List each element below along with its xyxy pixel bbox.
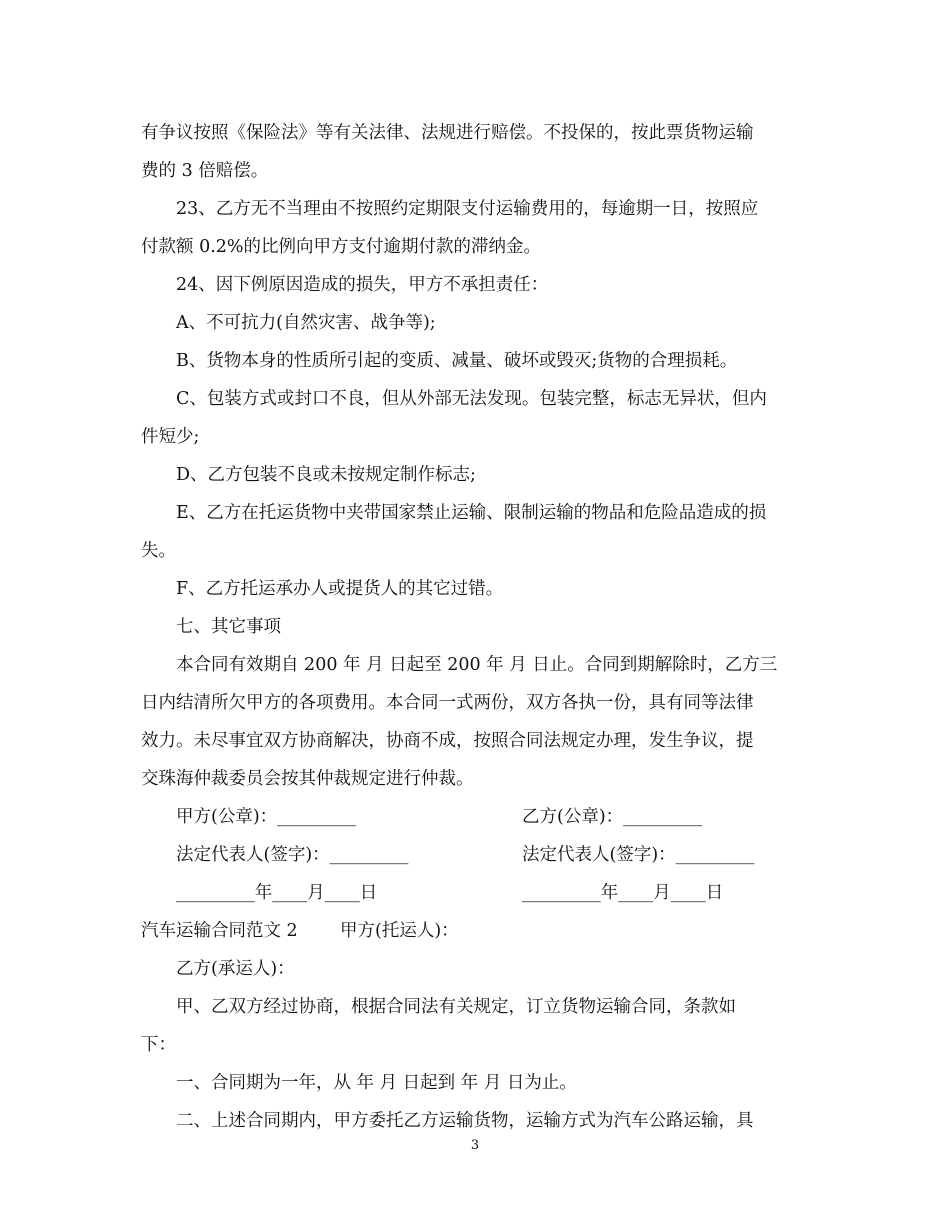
- body-line: 23、乙方无不当理由不按照约定期限支付运输费用的，每逾期一日，按照应: [176, 199, 759, 219]
- contract-title: 汽车运输合同范文 2: [141, 921, 298, 941]
- body-line: E、乙方在托运货物中夹带国家禁止运输、限制运输的物品和危险品造成的损: [176, 503, 767, 523]
- body-line: 效力。未尽事宜双方协商解决，协商不成，按照合同法规定办理，发生争议，提: [141, 731, 754, 751]
- body-line: C、包装方式或封口不良，但从外部无法发现。包装完整，标志无异状，但内: [176, 389, 767, 409]
- party-a-label: 甲方(托运人)：: [340, 921, 459, 941]
- party-b-seal-field: 乙方(公章)：_________: [522, 807, 702, 827]
- body-line: 有争议按照《保险法》等有关法律、法规进行赔偿。不投保的，按此票货物运输: [141, 123, 754, 143]
- body-line: 日内结清所欠甲方的各项费用。本合同一式两份，双方各执一份，具有同等法律: [141, 693, 754, 713]
- body-line: B、货物本身的性质所引起的变质、减量、破坏或毁灭;货物的合理损耗。: [176, 351, 738, 371]
- body-line: 二、上述合同期内，甲方委托乙方运输货物，运输方式为汽车公路运输，具: [176, 1111, 754, 1131]
- body-line: 24、因下例原因造成的损失，甲方不承担责任：: [176, 275, 549, 295]
- party-b-date-field: _________年____月____日: [522, 883, 724, 903]
- body-line: D、乙方包装不良或未按规定制作标志;: [176, 465, 476, 485]
- page-number: 3: [470, 1138, 480, 1153]
- body-line: 交珠海仲裁委员会按其仲裁规定进行仲裁。: [141, 769, 474, 789]
- body-line: 费的 3 倍赔偿。: [141, 161, 269, 181]
- body-line: 甲、乙双方经过协商，根据合同法有关规定，订立货物运输合同，条款如: [176, 997, 736, 1017]
- body-line: 件短少;: [141, 427, 200, 447]
- party-a-seal-field: 甲方(公章)：_________: [176, 807, 356, 827]
- party-a-date-field: _________年____月____日: [176, 883, 378, 903]
- body-line: 本合同有效期自 200 年 月 日起至 200 年 月 日止。合同到期解除时，乙方三: [176, 655, 778, 675]
- party-b-label: 乙方(承运人)：: [176, 959, 295, 979]
- body-line: 下：: [141, 1035, 176, 1055]
- body-line: 一、合同期为一年，从 年 月 日起到 年 月 日为止。: [176, 1073, 577, 1093]
- party-b-representative-field: 法定代表人(签字)：_________: [522, 845, 755, 865]
- section-heading: 七、其它事项: [176, 617, 281, 637]
- body-line: F、乙方托运承办人或提货人的其它过错。: [176, 579, 504, 599]
- body-line: A、不可抗力(自然灾害、战争等);: [176, 313, 436, 333]
- body-line: 付款额 0.2%的比例向甲方支付逾期付款的滞纳金。: [141, 237, 542, 257]
- party-a-representative-field: 法定代表人(签字)：_________: [176, 845, 409, 865]
- body-line: 失。: [141, 541, 176, 561]
